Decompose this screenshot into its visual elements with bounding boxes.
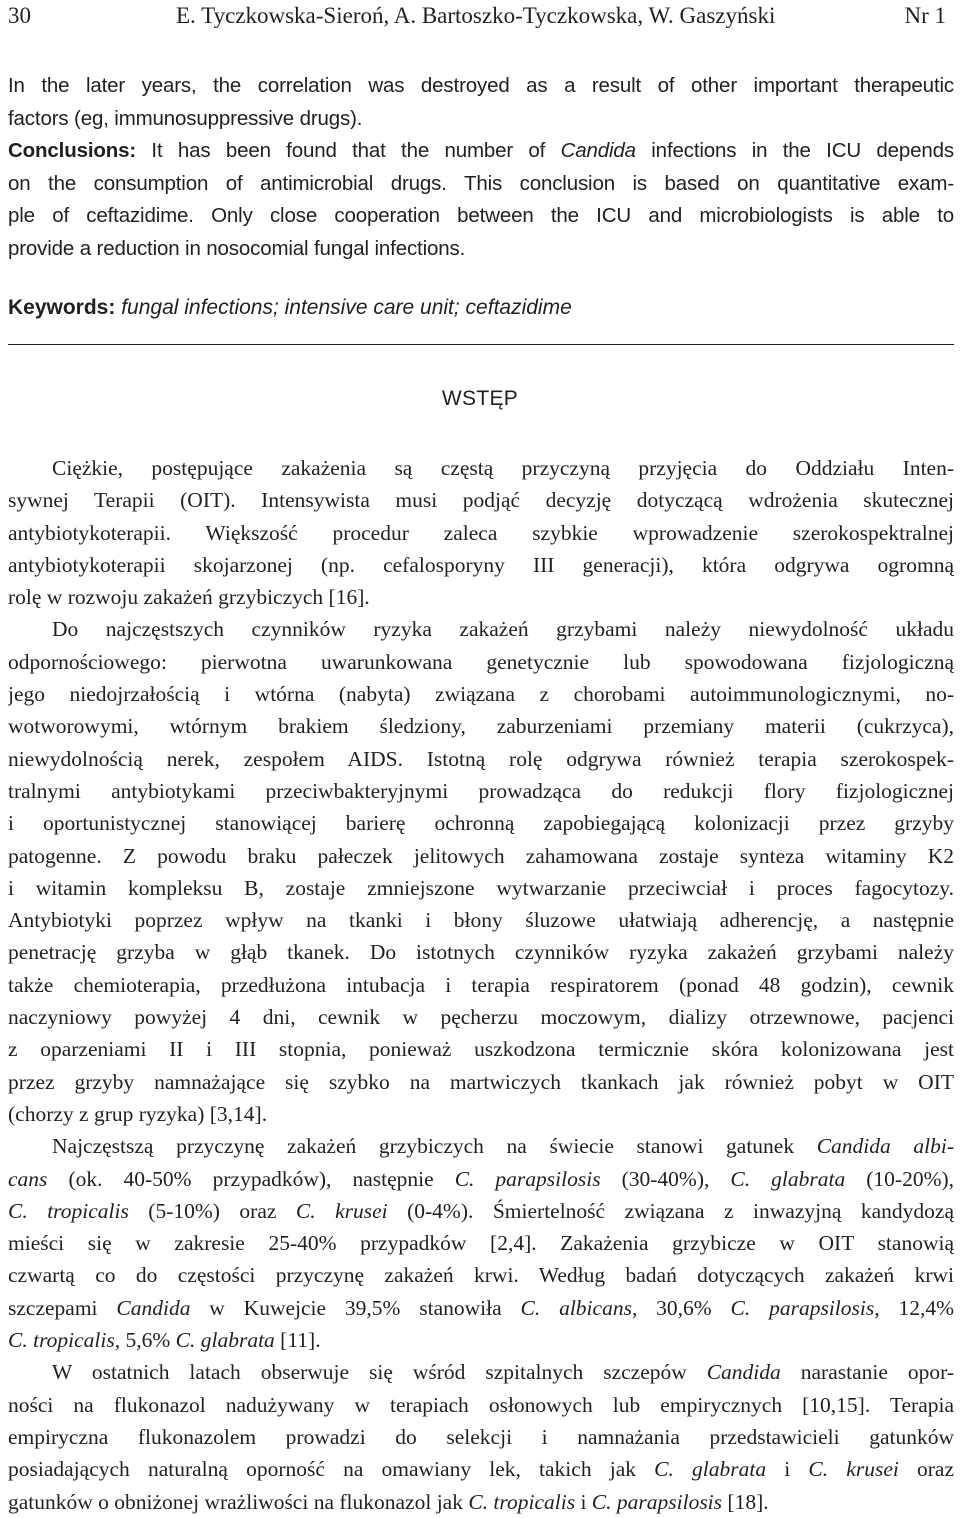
text-line: także chemioterapia, przedłużona intubacja i terapia respiratorem (ponad 48 godzin), cewnik [8, 972, 954, 997]
keywords-list: fungal infections; intensive care unit; ceftazidime [115, 296, 572, 319]
text-line: gatunków o obniżonej wrażliwości na flukonazol jak C. tropicalis i C. parapsilosis [18]. [8, 1489, 769, 1514]
text-line: empiryczna flukonazolem prowadzi do selekcji i namnażania przedstawicieli gatunków [8, 1424, 954, 1449]
text-line: (chorzy z grup ryzyka) [3,14]. [8, 1101, 268, 1126]
abstract-line: on the consumption of antimicrobial drugs. This conclusion is based on quantitative exam- [8, 171, 954, 195]
paragraph-1 [8, 452, 954, 613]
header-authors: E. Tyczkowska-Sieroń, A. Bartoszko-Tyczkowska, W. Gaszyński [176, 3, 776, 28]
text-line: Najczęstszą przyczynę zakażeń grzybiczych na świecie stanowi gatunek Candida albi- [52, 1134, 954, 1159]
section-divider [8, 344, 954, 345]
text-line: antybiotykoterapii skojarzonej (np. cefalosporyny III generacji), która odgrywa ogromną [8, 552, 954, 577]
body-text [8, 452, 954, 1518]
text-line: patogenne. Z powodu braku pałeczek jelitowych zahamowana zostaje synteza witaminy K2 [8, 843, 954, 868]
section-heading: WSTĘP [441, 387, 519, 410]
abstract-line: Conclusions: It has been found that the number of Candida infections in the ICU depends [8, 139, 954, 162]
text-line: tralnymi antybiotykami przeciwbakteryjnymi prowadząca do redukcji flory fizjologicznej [8, 778, 954, 803]
running-header [8, 0, 952, 32]
text-line: wotworowymi, wtórnym brakiem śledziony, zaburzeniami przemiany materii (cukrzyca), [8, 714, 954, 739]
text-line: rolę w rozwoju zakażeń grzybiczych [16]. [8, 585, 370, 610]
abstract-line: factors (eg, immunosuppressive drugs). [8, 106, 363, 130]
text-line: Do najczęstszych czynników ryzyka zakażeń grzybami należy niewydolność układu [52, 617, 954, 642]
paragraph-4 [8, 1356, 954, 1517]
text-line: posiadających naturalną oporność na omawiany lek, takich jak C. glabrata i C. krusei oraz [8, 1457, 954, 1482]
text-line: Antybiotyki poprzez wpływ na tkanki i błony śluzowe ułatwiają adherencję, a następnie [8, 908, 954, 933]
text-line: Ciężkie, postępujące zakażenia są częstą przyczyną przyjęcia do Oddziału Inten- [52, 456, 954, 480]
keywords [8, 292, 572, 324]
text-line: W ostatnich latach obserwuje się wśród szpitalnych szczepów Candida narastanie opor- [52, 1360, 954, 1385]
abstract-line: ple of ceftazidime. Only close cooperation between the ICU and microbiologists is able to [8, 204, 954, 227]
text-line: C. tropicalis, 5,6% C. glabrata [11]. [8, 1328, 321, 1353]
text-line: antybiotykoterapii. Większość procedur zaleca szybkie wprowadzenie szerokospektralnej [8, 520, 954, 545]
keywords-label: Keywords: [8, 296, 116, 319]
page-number: 30 [8, 3, 31, 28]
abstract-line: provide a reduction in nosocomial fungal infections. [8, 236, 466, 260]
text-line: cans (ok. 40-50% przypadków), następnie C. parapsilosis (30-40%), C. glabrata (10-20%), [8, 1166, 954, 1191]
text-line: odpornościowego: pierwotna uwarunkowana genetycznie lub spowodowana fizjologiczną [8, 649, 954, 674]
abstract-line: In the later years, the correlation was destroyed as a result of other important therapeutic [8, 74, 954, 97]
text-line: jego niedojrzałością i wtórna (nabyta) związana z chorobami autoimmunologicznymi, no- [8, 682, 954, 707]
text-line: szczepami Candida w Kuwejcie 39,5% stanowiła C. albicans, 30,6% C. parapsilosis, 12,4% [8, 1295, 954, 1320]
text-line: przez grzyby namnażające się szybko na martwiczych tkankach jak również pobyt w OIT [8, 1069, 954, 1094]
text-line: mieści się w zakresie 25-40% przypadków [2,4]. Zakażenia grzybicze w OIT stanowią [8, 1231, 954, 1256]
text-line: penetrację grzyba w głąb tkanek. Do istotnych czynników ryzyka zakażeń grzybami należy [8, 940, 954, 965]
text-line: czwartą co do częstości przyczynę zakażeń krwi. Według badań dotyczących zakażeń krwi [8, 1263, 954, 1288]
text-line: i witamin kompleksu B, zostaje zmniejszone wytwarzanie przeciwciał i proces fagocytozy. [8, 875, 954, 900]
text-line: i oportunistycznej stanowiącej barierę ochronną zapobiegającą kolonizacji przez grzyby [8, 811, 954, 836]
text-line: ności na flukonazol nadużywany w terapiach osłonowych lub empirycznych [10,15]. Terapia [8, 1392, 954, 1417]
header-issue: Nr 1 [904, 3, 946, 28]
paragraph-2 [8, 613, 954, 1130]
text-line: z oparzeniami II i III stopnia, ponieważ uszkodzona termicznie skóra kolonizowana jest [8, 1037, 954, 1062]
abstract-text [8, 70, 954, 265]
text-line: C. tropicalis (5-10%) oraz C. krusei (0-4%). Śmiertelność związana z inwazyjną kandydozą [8, 1198, 954, 1223]
conclusions-label: Conclusions: [8, 139, 137, 162]
text-line: niewydolnością nerek, zespołem AIDS. Istotną rolę odgrywa również terapia szerokospek- [8, 746, 954, 771]
paragraph-3 [8, 1130, 954, 1356]
text-line: naczyniowy powyżej 4 dni, cewnik w pęcherzu moczowym, dializy otrzewnowe, pacjenci [8, 1005, 954, 1030]
text-line: sywnej Terapii (OIT). Intensywista musi podjąć decyzję dotyczącą wdrożenia skutecznej [8, 488, 954, 513]
